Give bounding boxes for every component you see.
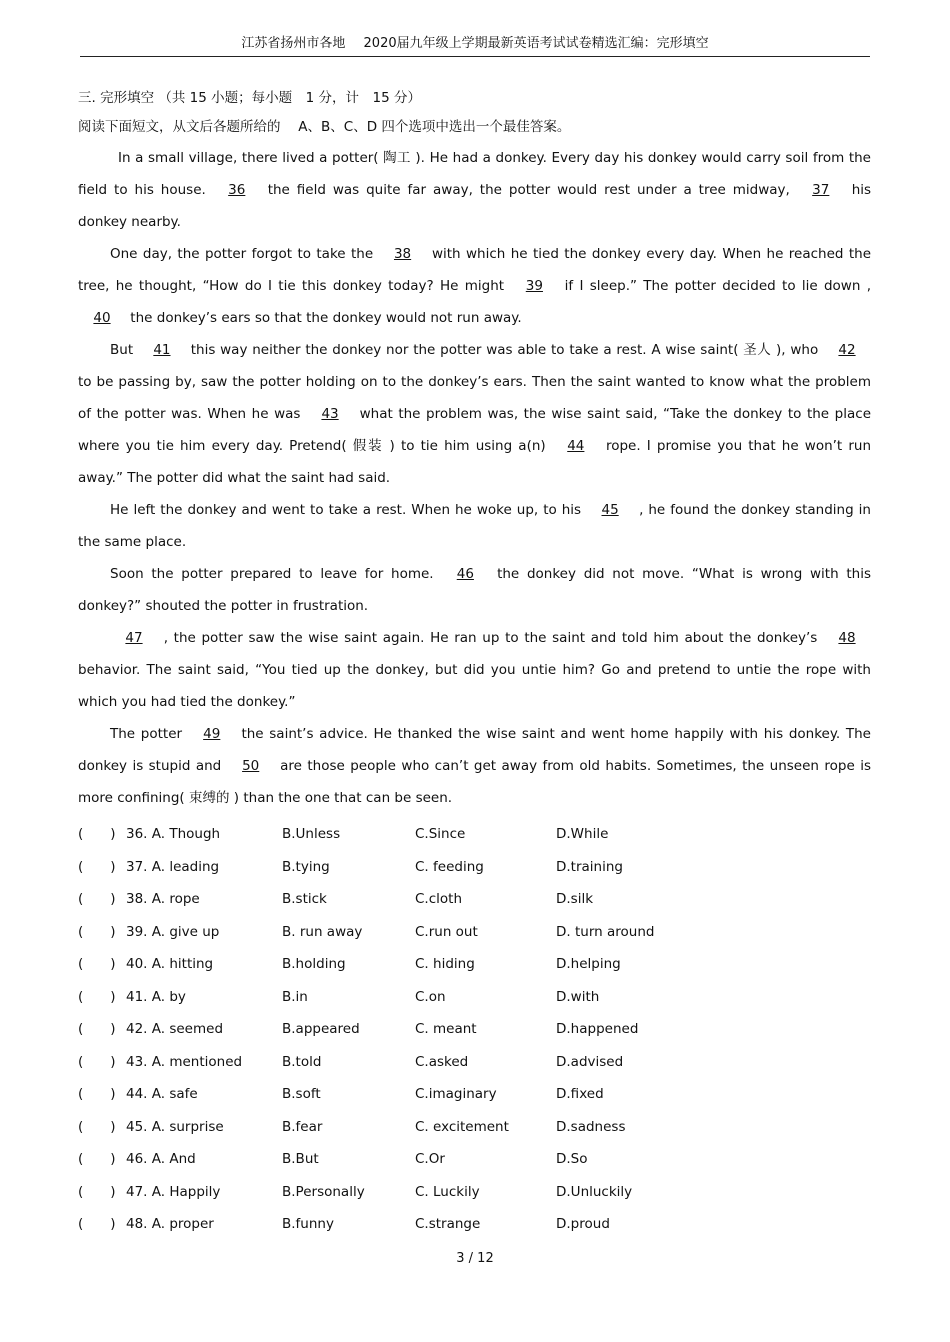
question-row [78,851,871,884]
blank-42: 42 [838,342,856,358]
passage-text: But [110,342,134,358]
option-b: B.told [282,1053,322,1070]
passage-paragraph-3 [78,334,871,494]
option-d: D.fixed [556,1086,604,1102]
passage-text: this way neither the donkey nor the potter was able to take a rest. A wise saint( 圣人 ), who [190,342,819,358]
option-a: 42. A. seemed [126,1021,224,1037]
option-d: D.sadness [556,1118,626,1135]
blank-50: 50 [242,758,260,774]
answer-bracket: ( ) [78,1183,116,1200]
answer-bracket: ( ) [78,923,116,940]
option-c: C.run out [415,923,478,940]
blank-36: 36 [228,182,246,198]
blank-47: 47 [125,630,143,646]
option-a: 43. A. mentioned [126,1053,243,1070]
blank-44: 44 [567,438,585,454]
question-row [78,1046,871,1079]
question-row [78,1143,871,1176]
option-c: C. Luckily [415,1183,480,1200]
passage-text: One day, the potter forgot to take the [110,246,374,262]
answer-bracket: ( ) [78,988,116,1005]
question-row [78,981,871,1014]
option-a: 47. A. Happily [126,1183,221,1200]
question-row [78,916,871,949]
blank-40: 40 [93,310,111,326]
option-b: B.tying [282,858,330,875]
option-a: 39. A. give up [126,923,220,940]
passage-text: what the problem was, the wise saint said, “Take the donkey to the place where you tie him every day. Pretend( 假装 ) to tie him using a(n) [78,406,872,454]
option-c: C. hiding [415,956,475,972]
option-c: C.strange [415,1216,481,1232]
passage-paragraph-5 [78,558,871,622]
passage-text: the field was quite far away, the potter would rest under a tree midway, [267,182,790,198]
passage-text: with which he tied the donkey every day. When he reached the tree, he thought, “How do I tie this donkey today? He might [78,246,872,294]
option-c: C.Or [415,1151,445,1167]
option-a: 36. A. Though [126,826,221,842]
blank-41: 41 [153,342,171,358]
option-b: B.in [282,988,308,1005]
page-number: 3 / 12 [456,1251,494,1266]
option-c: C.imaginary [415,1086,497,1102]
answer-bracket: ( ) [78,956,116,972]
passage-text: , he found the donkey standing in the same place. [78,502,871,550]
option-d: D.While [556,826,609,842]
option-b: B.But [282,1151,319,1167]
option-c: C.Since [415,826,466,842]
answer-bracket: ( ) [78,1151,116,1167]
passage-text: Soon the potter prepared to leave for home. [110,566,434,582]
instruction: 阅读下面短文，从文后各题所给的 A、B、C、D 四个选项中选出一个最佳答案。 [78,119,571,135]
option-a: 46. A. And [126,1151,196,1167]
blank-45: 45 [601,502,619,518]
option-c: C.cloth [415,891,462,907]
option-d: D.happened [556,1021,639,1037]
blank-48: 48 [838,630,856,646]
question-row [78,1176,871,1209]
blank-46: 46 [456,566,474,582]
answer-bracket: ( ) [78,1053,116,1070]
passage-text: the donkey’s ears so that the donkey would not run away. [130,310,522,326]
option-d: D.silk [556,891,594,907]
question-row [78,1111,871,1144]
passage-text: , the potter saw the wise saint again. He ran up to the saint and told him about the donkey’s [163,630,818,646]
option-c: C.asked [415,1053,469,1070]
option-c: C.on [415,988,446,1005]
option-b: B.holding [282,956,346,972]
option-b: B.stick [282,891,327,907]
passage-text: behavior. The saint said, “You tied up the donkey, but did you untie him? Go and pretend to untie the rope with which you had tied the donkey.” [78,662,871,710]
passage-text: his donkey nearby. [78,182,872,230]
blank-38: 38 [393,246,412,262]
page-header [80,34,870,57]
option-b: B. run away [282,923,363,940]
blank-37: 37 [812,182,830,198]
answer-bracket: ( ) [78,858,116,875]
answer-bracket: ( ) [78,1216,116,1232]
passage-paragraph-4 [78,494,871,558]
question-row [78,1013,871,1046]
option-d: D.with [556,988,600,1005]
option-a: 41. A. by [126,988,186,1005]
passage-text: the donkey did not move. “What is wrong with this donkey?” shouted the potter in frustration. [78,566,871,614]
header-title: 2020届九年级上学期最新英语考试试卷精选汇编：完形填空 [363,36,709,51]
option-a: 44. A. safe [126,1086,198,1102]
blank-49: 49 [203,726,221,742]
question-row [78,1078,871,1111]
option-c: C. feeding [415,858,484,875]
option-a: 48. A. proper [126,1216,214,1232]
option-d: D. turn around [556,923,655,940]
answer-bracket: ( ) [78,1086,116,1102]
option-d: D.advised [556,1053,624,1070]
option-b: B.Personally [282,1183,365,1200]
question-row [78,1208,871,1241]
option-a: 45. A. surprise [126,1118,224,1135]
passage-text: are those people who can’t get away from old habits. Sometimes, the unseen rope is more confining( 束缚的 ) than the one that can be seen. [78,758,871,806]
option-c: C. excitement [415,1118,509,1135]
option-a: 40. A. hitting [126,956,214,972]
passage-paragraph-6 [78,622,871,718]
option-d: D.proud [556,1216,610,1232]
passage-paragraph-1 [78,142,871,238]
option-b: B.funny [282,1216,334,1232]
answer-bracket: ( ) [78,891,116,907]
answer-bracket: ( ) [78,826,116,842]
passage-text: In a small village, there lived a potter( 陶工 ). He had a donkey. Every day his donkey would carry soil from the field to his house. [78,150,871,198]
question-row [78,948,871,981]
option-a: 38. A. rope [126,891,200,907]
passage-text: to be passing by, saw the potter holding on to the donkey’s ears. Then the saint wanted to know what the problem of the potter was. When he was [78,374,871,422]
passage-text: rope. I promise you that he won’t run away.” The potter did what the saint had said. [78,438,872,486]
option-d: D.training [556,858,623,875]
blank-43: 43 [321,406,339,422]
option-d: D.Unluckily [556,1183,633,1200]
option-d: D.So [556,1151,588,1167]
question-options [78,818,871,1241]
document-body [78,84,871,1241]
option-a: 37. A. leading [126,858,220,875]
question-row [78,883,871,916]
answer-bracket: ( ) [78,1021,116,1037]
answer-bracket: ( ) [78,1118,116,1135]
question-row [78,818,871,851]
blank-39: 39 [525,278,543,294]
passage-text: The potter [110,726,183,742]
passage-paragraph-2 [78,238,871,334]
option-b: B.Unless [282,826,341,842]
passage-text: the saint’s advice. He thanked the wise saint and went home happily with his donkey. The donkey is stupid and [78,726,871,774]
option-b: B.appeared [282,1021,360,1037]
option-c: C. meant [415,1021,477,1037]
option-b: B.fear [282,1118,323,1135]
passage-text: He left the donkey and went to take a rest. When he woke up, to his [110,502,582,518]
passage-text: if I sleep.” The potter decided to lie down , [564,278,871,294]
option-d: D.helping [556,956,621,972]
section-title: 三. 完形填空 （共 15 小题；每小题 1 分，计 15 分） [78,90,421,106]
passage-paragraph-7 [78,718,871,814]
option-b: B.soft [282,1086,321,1102]
header-region: 江苏省扬州市各地 [241,36,346,51]
